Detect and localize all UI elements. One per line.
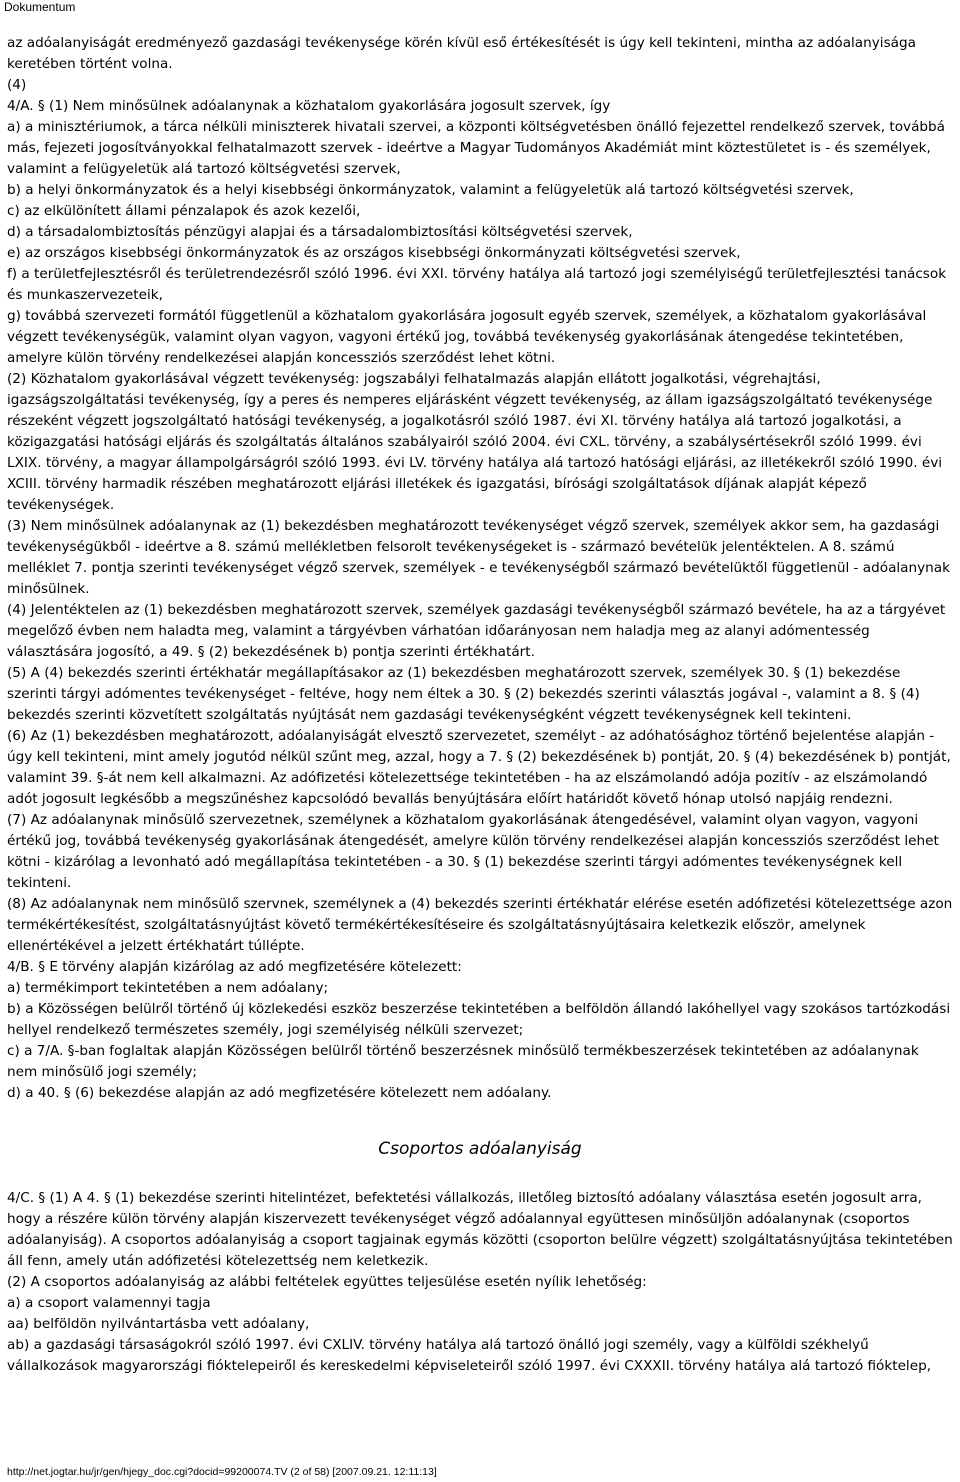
paragraph: c) az elkülönített állami pénzalapok és azok kezelői, — [7, 203, 361, 219]
paragraph: ab) a gazdasági társaságokról szóló 1997. évi CXLIV. törvény hatálya alá tartozó önálló jogi személy, vagy a külföldi székhelyű vállalkozások magyarországi fióktelepeiről és kereskedelmi képviseleteiről szóló 1997. évi CXXXII. törvény hatálya alá tartozó fióktelep, — [7, 1337, 932, 1374]
section-title: Csoportos adóalanyiság — [378, 1139, 582, 1159]
paragraph: b) a Közösségen belülről történő új közlekedési eszköz beszerzése tekintetében a belföldön állandó lakóhellyel vagy szokásos tartózkodási hellyel rendelkező természetes személy, jogi személyiség nélküli szervezet; — [7, 1001, 951, 1038]
paragraph: 4/A. § (1) Nem minősülnek adóalanynak a közhatalom gyakorlására jogosult szervek, így — [7, 98, 611, 114]
paragraph: (4) Jelentéktelen az (1) bekezdésben meghatározott szervek, személyek gazdasági tevékenységből származó bevétele, ha az a tárgyévet megelőző évben nem haladta meg, valamint a tárgyévben várhatóan időarányosan nem haladja meg az alanyi adómentesség választására jogosító, a 49. § (2) bekezdésének b) pontja szerinti értékhatárt. — [7, 602, 946, 660]
paragraph: c) a 7/A. §-ban foglaltak alapján Közösségen belülről történő beszerzésnek minősülő termékbeszerzések tekintetében az adóalanynak nem minősülő jogi személy; — [7, 1043, 919, 1080]
paragraph: (2) A csoportos adóalanyiság az alábbi feltételek együttes teljesülése esetén nyílik lehetőség: — [7, 1274, 647, 1290]
paragraph: a) a minisztériumok, a tárca nélküli miniszterek hivatali szervei, a központi költségvetésben önálló fejezettel rendelkező szervek, továbbá más, fejezeti jogosítványokkal felhatalmazott szervek - ideértve a Magyar Tudományos Akadémiát mint köztestületet is - és személyek, valamint a felügyeletük alá tartozó költségvetési szervek, — [7, 119, 945, 177]
paragraph: f) a területfejlesztésről és területrendezésről szóló 1996. évi XXI. törvény hatálya alá tartozó jogi személyiségű területfejlesztési tanácsok és munkaszervezeteik, — [7, 266, 947, 303]
paragraph: (3) Nem minősülnek adóalanynak az (1) bekezdésben meghatározott tevékenységet végző szervek, személyek akkor sem, ha gazdasági tevékenységükből - ideértve a 8. számú mellékletben felsorolt tevékenységeket is - származó bevételük jelentéktelen. A 8. számú melléklet 7. pontja szerinti tevékenységet végző szervek, személyek - e tevékenységből származó bevételüktől függetlenül - adóalanynak minősülnek. — [7, 518, 950, 597]
document-title: Dokumentum — [4, 0, 76, 14]
paragraph: (5) A (4) bekezdés szerinti értékhatár megállapításakor az (1) bekezdésben meghatározott szervek, személyek 30. § (1) bekezdése szerinti tárgyi adómentes tevékenységet - feltéve, hogy nem éltek a 30. § (2) bekezdés szerinti választás jogával -, valamint a 8. § (4) bekezdés szerinti közvetített szolgáltatás nyújtását nem gazdasági tevékenységként végzett tevékenységnek kell tekinteni. — [7, 665, 920, 723]
document-body — [7, 33, 953, 1377]
paragraph: d) a társadalombiztosítás pénzügyi alapjai és a társadalombiztosítási költségvetési szervek, — [7, 224, 633, 240]
paragraph: (7) Az adóalanynak minősülő szervezetnek, személynek a közhatalom gyakorlásának átengedésével, valamint olyan vagyon, vagyoni értékű jog, továbbá tevékenység gyakorlásának átengedését, amelyre külön törvény rendelkezései alapján koncessziós szerződést lehet kötni - kizárólag a levonható adó megállapítása tekintetében - a 30. § (1) bekezdése szerinti tárgyi adómentes tevékenységnek kell tekinteni. — [7, 812, 939, 891]
paragraph: az adóalanyiságát eredményező gazdasági tevékenysége körén kívül eső értékesítését is úgy kell tekinteni, mintha az adóalanyisága keretében történt volna. — [7, 35, 916, 72]
paragraph: (6) Az (1) bekezdésben meghatározott, adóalanyiságát elvesztő szervezetet, személyt - az adóhatósághoz történő bejelentése alapján - úgy kell tekinteni, mint amely jogutód nélkül szűnt meg, azzal, hogy a 7. § (2) bekezdésének b) pontját, 20. § (4) bekezdésének b) pontját, valamint 39. §-át nem kell alkalmazni. Az adófizetési kötelezettsége tekintetében - ha az elszámolandó adója pozitív - az elszámolandó adót jogosult legkésőbb a megszűnéshez kapcsolódó bevallás benyújtására előírt határidőt követő hónap utolsó napjáig rendezni. — [7, 728, 951, 807]
paragraph: a) termékimport tekintetében a nem adóalany; — [7, 980, 329, 996]
page-footer-url: http://net.jogtar.hu/jr/gen/hjegy_doc.cgi?docid=99200074.TV (2 of 58) [2007.09.21. 12:11:13] — [7, 1466, 437, 1478]
paragraph: e) az országos kisebbségi önkormányzatok és az országos kisebbségi önkormányzati költségvetési szervek, — [7, 245, 741, 261]
paragraph: aa) belföldön nyilvántartásba vett adóalany, — [7, 1316, 310, 1332]
paragraph: (4) — [7, 77, 27, 93]
paragraph: 4/C. § (1) A 4. § (1) bekezdése szerinti hitelintézet, befektetési vállalkozás, illetőleg biztosító adóalany választása esetén jogosult arra, hogy a részére külön törvény alapján kiszervezett tevékenységet végző adóalannyal együttesen minősüljön adóalanynak (csoportos adóalanyiság). A csoportos adóalanyiság a csoport tagjainak egymás közötti (csoporton belülre végzett) szolgáltatásnyújtása tekintetében áll fenn, amely után adófizetési kötelezettség nem keletkezik. — [7, 1190, 953, 1269]
paragraph: 4/B. § E törvény alapján kizárólag az adó megfizetésére kötelezett: — [7, 959, 462, 975]
paragraph: (2) Közhatalom gyakorlásával végzett tevékenység: jogszabályi felhatalmazás alapján ellátott jogalkotási, végrehajtási, igazságszolgáltatási tevékenység, így a peres és nemperes eljárásként végzett tevékenység, az állam igazságszolgáltató tevékenysége részeként végzett jogszolgáltató hatósági tevékenység, a jogalkotásról szóló 1987. évi XI. törvény hatálya alá tartozó jogalkotási, a közigazgatási hatósági eljárás és szolgáltatás általános szabályairól szóló 2004. évi CXL. törvény, a szabálysértésekről szóló 1999. évi LXIX. törvény, a magyar állampolgárságról szóló 1993. évi LV. törvény hatálya alá tartozó hatósági eljárási, az illetékekről szóló 1990. évi XCIII. törvény harmadik részében meghatározott eljárási illetékek és igazgatási, bírósági szolgáltatások díjának alapját képező tevékenységek. — [7, 371, 943, 513]
paragraph: d) a 40. § (6) bekezdése alapján az adó megfizetésére kötelezett nem adóalany. — [7, 1085, 552, 1101]
paragraph: b) a helyi önkormányzatok és a helyi kisebbségi önkormányzatok, valamint a felügyeletük alá tartozó költségvetési szervek, — [7, 182, 854, 198]
paragraph: g) továbbá szervezeti formától függetlenül a közhatalom gyakorlására jogosult egyéb szervek, személyek, a közhatalom gyakorlásával végzett tevékenységük, valamint olyan vagyon, vagyoni értékű jog, továbbá tevékenység gyakorlásának átengedése tekintetében, amelyre külön törvény rendelkezései alapján koncessziós szerződést lehet kötni. — [7, 308, 927, 366]
paragraph: a) a csoport valamennyi tagja — [7, 1295, 211, 1311]
paragraph: (8) Az adóalanynak nem minősülő szervnek, személynek a (4) bekezdés szerinti értékhatár elérése esetén adófizetési kötelezettsége azon termékértékesítést, szolgáltatásnyújtást követő termékértékesítéseire és szolgáltatásnyújtásaira keletkezik először, amelynek ellenértékével a jelzett értékhatárt túllépte. — [7, 896, 953, 954]
